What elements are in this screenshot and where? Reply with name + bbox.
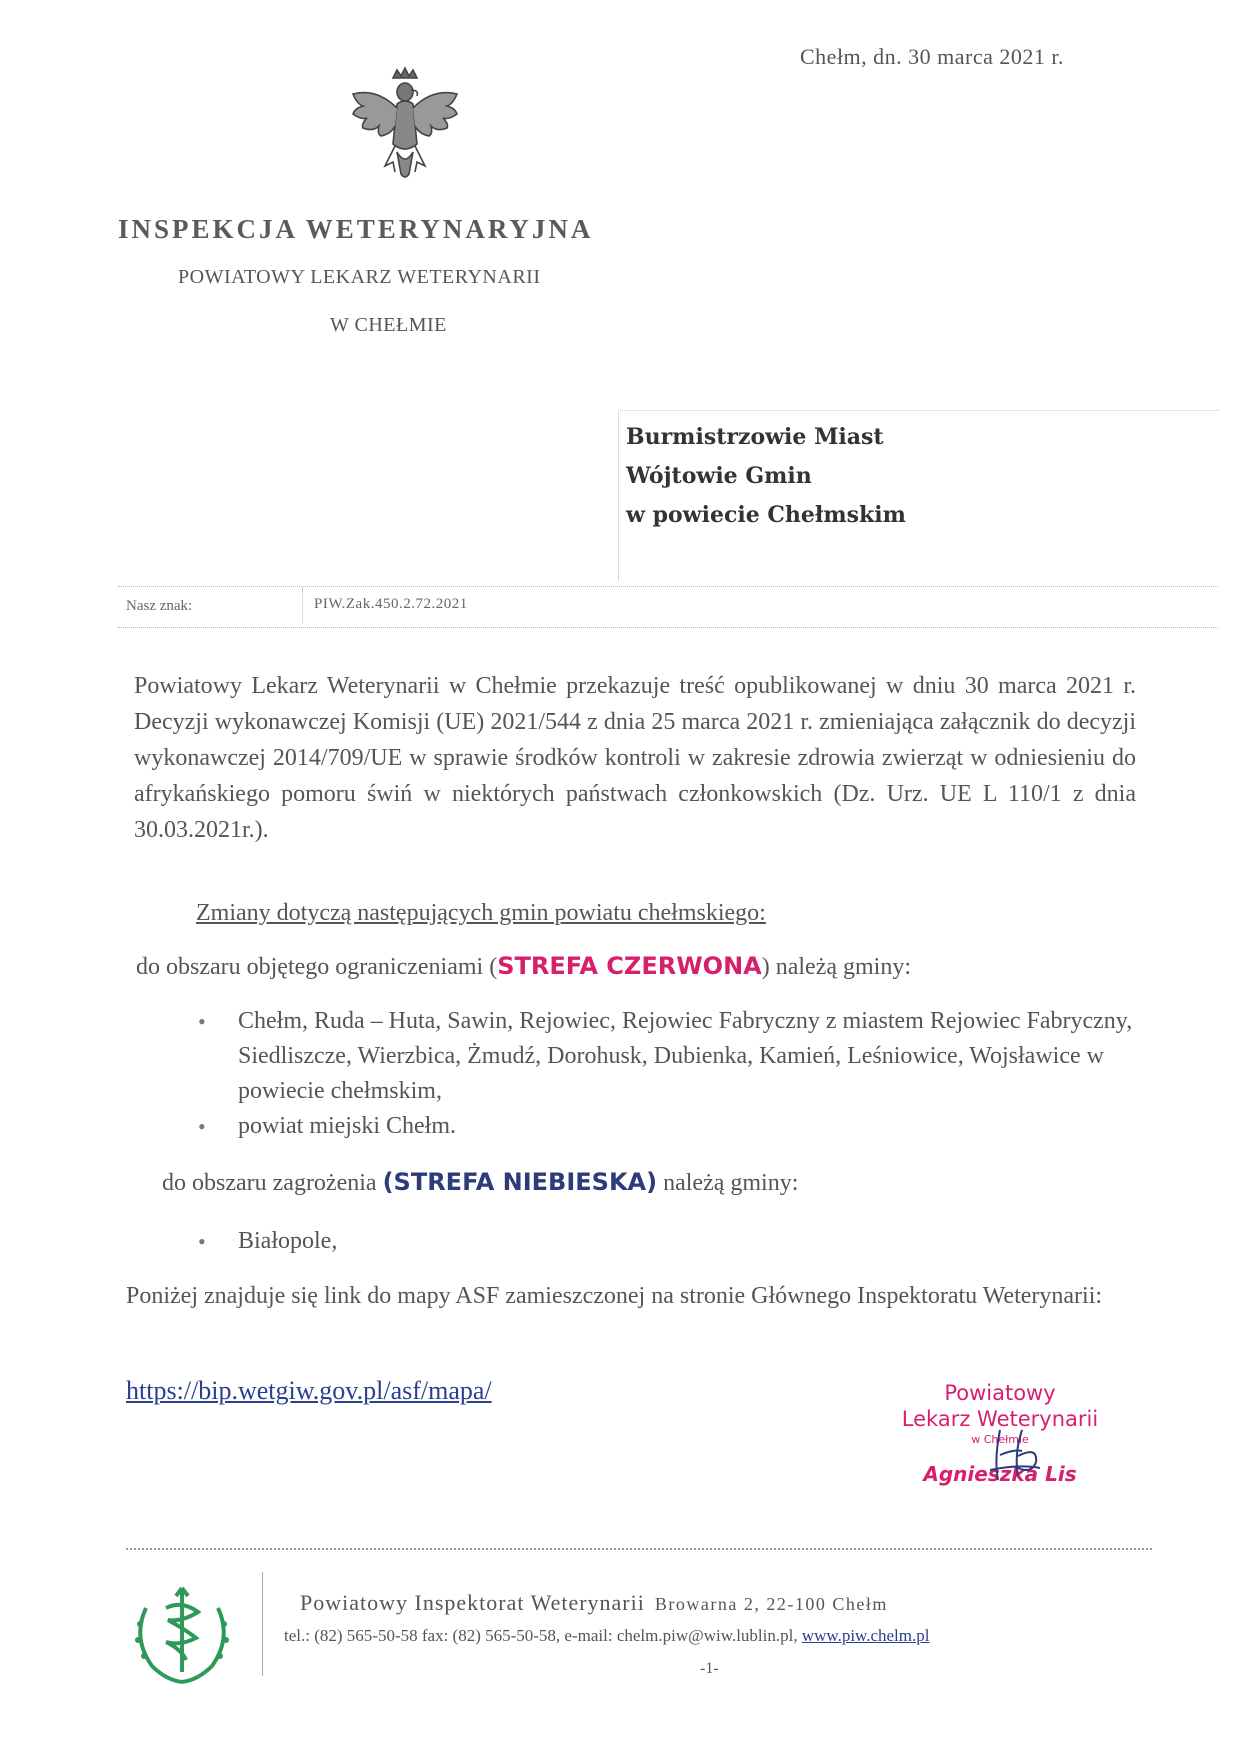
blue-zone-label: (STREFA NIEBIESKA) [382, 1168, 658, 1196]
footer-institution-line [300, 1590, 888, 1616]
footer-address: Browarna 2, 22-100 Chełm [654, 1594, 888, 1614]
body-paragraph: Powiatowy Lekarz Weterynarii w Chełmie przekazuje treść opublikowanej w dniu 30 marca 2021 r. Decyzji wykonawczej Komisji (UE) 2021/544 z dnia 25 marca 2021 r. zmieniająca załącznik do decyzji wykonawczej 2014/709/UE w sprawie środków kontroli w zakresie zdrowia zwierząt w odniesieniu do afrykańskiego pomoru świń w niektórych państwach członkowskich (Dz. Urz. UE L 110/1 z dnia 30.03.2021r.). [134, 673, 1136, 843]
signature-icon [970, 1410, 1050, 1490]
list-item: • Białopole, [196, 1224, 1146, 1259]
addressee-line: Burmistrzowie Miast [626, 424, 884, 450]
footer-divider [126, 1548, 1152, 1550]
red-zone-label: STREFA CZERWONA [497, 952, 762, 980]
stamp-name: Agnieszka Lis [923, 1462, 1077, 1486]
veterinary-caduceus-logo-icon [126, 1578, 238, 1688]
addressee-line: Wójtowie Gmin [626, 463, 812, 489]
page-number: -1- [700, 1660, 719, 1677]
red-zone-list [196, 1004, 1146, 1144]
stamp-line: Lekarz Weterynarii [901, 1407, 1099, 1431]
red-zone-intro: do obszaru objętego ograniczeniami (STREFA CZERWONA) należą gminy: [136, 952, 912, 980]
reference-label: Nasz znak: [126, 598, 193, 614]
footer-contact: tel.: (82) 565-50-58 fax: (82) 565-50-58, e-mail: chelm.piw@wiw.lublin.pl, [284, 1626, 798, 1645]
org-title: INSPEKCJA WETERYNARYJNA [118, 214, 594, 244]
addressee-block [626, 418, 906, 535]
reference-number: PIW.Zak.450.2.72.2021 [314, 596, 468, 612]
org-subtitle: POWIATOWY LEKARZ WETERYNARII [178, 266, 541, 288]
blue-zone-list [196, 1224, 1146, 1259]
list-item: • Chełm, Ruda – Huta, Sawin, Rejowiec, Rejowiec Fabryczny z miastem Rejowiec Fabryczny, Siedliszcze, Wierzbica, Żmudź, Dorohusk, Dubienka, Kamień, Leśniowice, Wojsławice w powiecie chełmskim, [196, 1004, 1146, 1109]
reference-divider [302, 588, 304, 624]
link-intro-paragraph: Poniżej znajduje się link do mapy ASF zamieszczonej na stronie Głównego Inspektoratu Weterynarii: [126, 1283, 1103, 1309]
footer-institution: Powiatowy Inspektorat Weterynarii [300, 1590, 645, 1615]
stamp-line: Powiatowy [944, 1381, 1056, 1405]
changes-heading: Zmiany dotyczą następujących gmin powiatu chełmskiego: [196, 900, 766, 926]
letter-date: Chełm, dn. 30 marca 2021 r. [800, 44, 1065, 69]
footer-website-link[interactable]: www.piw.chelm.pl [801, 1626, 930, 1645]
footer-contact-line [284, 1626, 929, 1646]
asf-map-link[interactable]: https://bip.wetgiw.gov.pl/asf/mapa/ [126, 1376, 492, 1405]
footer-separator [262, 1572, 263, 1676]
reference-row [118, 586, 1218, 628]
polish-eagle-emblem-icon [345, 64, 465, 194]
org-location: W CHEŁMIE [330, 314, 447, 336]
list-item: • powiat miejski Chełm. [196, 1109, 1146, 1144]
stamp-line: w Chełmie [971, 1433, 1029, 1446]
blue-zone-intro: do obszaru zagrożenia (STREFA NIEBIESKA) należą gminy: [162, 1168, 799, 1196]
addressee-line: w powiecie Chełmskim [626, 502, 906, 528]
